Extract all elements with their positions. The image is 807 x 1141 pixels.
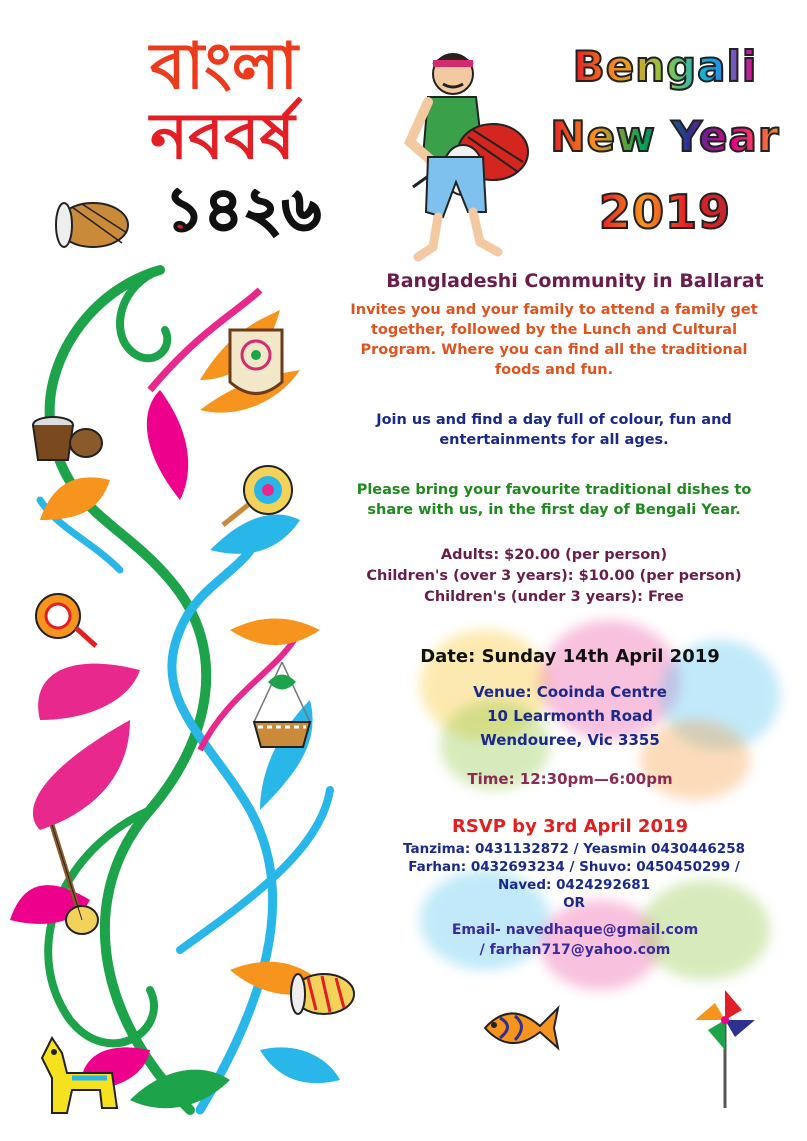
price-list [350,545,758,608]
pinwheel-small-icon [28,588,100,648]
contact-line-1: Tanzima: 0431132872 / Yeasmin 0430446258 [403,841,745,857]
rattle-icon [218,460,296,530]
join-text: Join us and find a day full of colour, fun and entertainments for all ages. [376,412,732,448]
contact-line-2: Farhan: 0432693234 / Shuvo: 0450450299 / [408,859,740,875]
email-line-2[interactable]: / farhan717@yahoo.com [479,942,671,958]
bengali-title-line1: বাংলা [150,30,298,104]
dhol-drum-icon [52,195,134,255]
bengali-year: ১৪২৬ [165,175,321,245]
hanging-pot-icon [248,662,316,762]
venue-street: 10 Learmonth Road [487,707,653,725]
venue-suburb: Wendouree, Vic 3355 [480,731,660,749]
invite-text: Invites you and your family to attend a family get together, followed by the Lunch and Cultural Program. Where you can find all the traditional foods and fun. [350,302,758,378]
event-time: Time: 12:30pm—6:00pm [467,770,673,788]
fan-icon [222,320,292,410]
english-year-text: 2019 [598,185,732,239]
price-children-over-3: Children's (over 3 years): $10.00 (per person) [366,568,742,584]
email-block [420,920,730,960]
pinwheel-icon [692,988,758,1108]
english-title-line1-text: Bengali [572,42,758,91]
tabla-icon [28,405,106,473]
contact-list [390,840,758,912]
bengali-title-line2-text: নববর্ষ [150,100,295,174]
rsvp-title: RSVP by 3rd April 2019 [451,816,689,837]
bring-text: Please bring your favourite traditional dishes to share with us, in the first day of Bengali Year. [356,482,752,518]
email-line-1[interactable]: Email- navedhaque@gmail.com [451,922,699,938]
fish-icon [480,998,560,1056]
english-year [545,185,785,239]
english-title-line2 [545,112,785,161]
venue-block [430,680,710,752]
ektara-icon [40,820,102,940]
org-name: Bangladeshi Community in Ballarat [386,270,764,292]
venue-name: Venue: Cooinda Centre [473,683,667,701]
english-title-line1 [545,42,785,91]
price-adults: Adults: $20.00 (per person) [440,547,668,563]
dhol-drum-small-icon [288,968,360,1020]
english-title-line2-text: New Year [550,112,780,161]
event-date: Date: Sunday 14th April 2019 [420,646,720,667]
horse-toy-icon [22,1028,132,1128]
contact-or: OR [563,895,585,911]
contact-line-3: Naved: 0424292681 [497,877,651,893]
drummer-illustration [398,42,538,267]
price-children-under-3: Children's (under 3 years): Free [424,589,684,605]
bengali-title-line2 [150,100,295,174]
